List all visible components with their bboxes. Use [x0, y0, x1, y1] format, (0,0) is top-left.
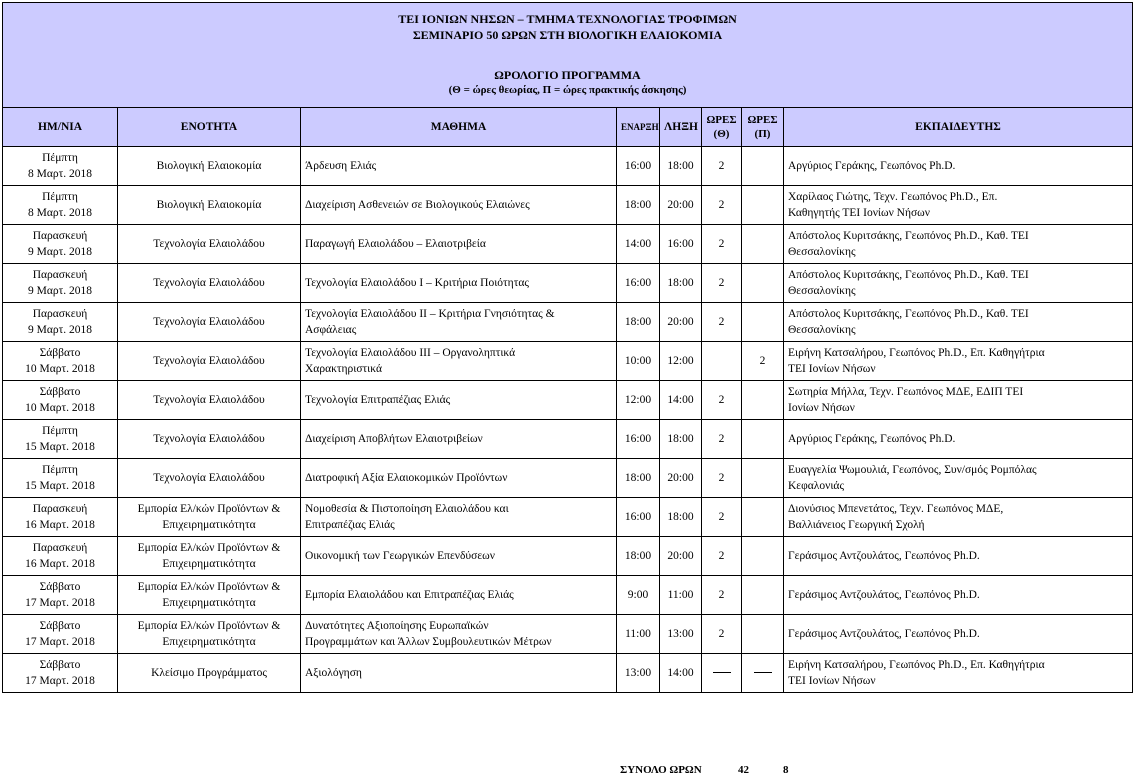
theory-hours-cell: 2 — [702, 459, 742, 498]
weekday: Πέμπτη — [42, 152, 78, 164]
unit-cell — [118, 498, 301, 537]
weekday: Σάββατο — [39, 581, 81, 593]
theory-hours-cell: 2 — [702, 147, 742, 186]
unit-line-2: Επιχειρηματικότητα — [162, 636, 256, 648]
unit-line-1: Τεχνολογία Ελαιολάδου — [153, 433, 265, 445]
weekday: Σάββατο — [39, 347, 81, 359]
date-cell — [3, 420, 118, 459]
end-time-cell: 20:00 — [660, 459, 702, 498]
end-time-cell: 20:00 — [660, 303, 702, 342]
course-line-2: Ασφάλειας — [305, 324, 357, 336]
table-row — [3, 537, 1133, 576]
col-end-header: ΛΗΞΗ — [660, 108, 702, 147]
unit-line-2: Επιχειρηματικότητα — [162, 597, 256, 609]
course-line-1: Εμπορία Ελαιολάδου και Επιτραπέζιας Ελιάς — [305, 589, 514, 601]
date-value: 8 Μαρτ. 2018 — [28, 207, 92, 219]
unit-line-1: Βιολογική Ελαιοκομία — [156, 160, 262, 172]
course-line-1: Αξιολόγηση — [305, 667, 362, 679]
unit-line-2: Επιχειρηματικότητα — [162, 519, 256, 531]
totals-practice: 8 — [783, 764, 789, 776]
course-cell — [301, 498, 617, 537]
instructor-cell — [784, 615, 1133, 654]
date-value: 17 Μαρτ. 2018 — [25, 675, 95, 687]
unit-cell — [118, 342, 301, 381]
empty-dash — [754, 672, 772, 673]
weekday: Πέμπτη — [42, 464, 78, 476]
end-time-cell: 14:00 — [660, 654, 702, 693]
course-cell — [301, 420, 617, 459]
theory-hours-cell — [702, 654, 742, 693]
weekday: Πέμπτη — [42, 191, 78, 203]
totals-theory: 42 — [738, 764, 749, 776]
unit-cell — [118, 420, 301, 459]
course-line-1: Δυνατότητες Αξιοποίησης Ευρωπαϊκών — [305, 620, 489, 632]
end-time-cell: 16:00 — [660, 225, 702, 264]
unit-line-1: Κλείσιμο Προγράμματος — [151, 667, 267, 679]
hours-legend: (Θ = ώρες θεωρίας, Π = ώρες πρακτικής άσκησης) — [448, 84, 687, 96]
instructor-line-2: ΤΕΙ Ιονίων Νήσων — [788, 675, 876, 687]
start-time-cell: 18:00 — [617, 303, 660, 342]
date-cell — [3, 264, 118, 303]
start-time-cell: 16:00 — [617, 264, 660, 303]
weekday: Πέμπτη — [42, 425, 78, 437]
theory-hours-cell: 2 — [702, 264, 742, 303]
instructor-line-1: Χαρίλαος Γιώτης, Τεχν. Γεωπόνος Ph.D., Επ. — [788, 191, 998, 203]
unit-cell — [118, 381, 301, 420]
instructor-line-2: Βαλλιάνειος Γεωργική Σχολή — [788, 519, 925, 531]
date-cell — [3, 186, 118, 225]
date-cell — [3, 615, 118, 654]
schedule-table — [2, 2, 1133, 693]
start-time-cell: 16:00 — [617, 147, 660, 186]
date-cell — [3, 498, 118, 537]
date-value: 15 Μαρτ. 2018 — [25, 480, 95, 492]
instructor-cell — [784, 381, 1133, 420]
course-cell — [301, 537, 617, 576]
date-value: 17 Μαρτ. 2018 — [25, 597, 95, 609]
course-cell — [301, 342, 617, 381]
unit-cell — [118, 186, 301, 225]
course-line-1: Τεχνολογία Ελαιολάδου ΙΙΙ – Οργανοληπτικά — [305, 347, 516, 359]
instructor-cell — [784, 225, 1133, 264]
unit-line-1: Τεχνολογία Ελαιολάδου — [153, 394, 265, 406]
practice-hours-cell — [742, 186, 784, 225]
table-row — [3, 654, 1133, 693]
theory-hours-cell: 2 — [702, 420, 742, 459]
start-time-cell: 11:00 — [617, 615, 660, 654]
instructor-cell — [784, 420, 1133, 459]
col-theory-header-line2: (Θ) — [713, 128, 730, 140]
date-cell — [3, 147, 118, 186]
theory-hours-cell: 2 — [702, 381, 742, 420]
table-row — [3, 498, 1133, 537]
instructor-line-1: Ειρήνη Κατσαλήρου, Γεωπόνος Ph.D., Επ. Καθηγήτρια — [788, 659, 1045, 671]
instructor-line-2: ΤΕΙ Ιονίων Νήσων — [788, 363, 876, 375]
end-time-cell: 20:00 — [660, 186, 702, 225]
course-line-2: Προγραμμάτων και Άλλων Συμβουλευτικών Μέτρων — [305, 636, 552, 648]
start-time-cell: 10:00 — [617, 342, 660, 381]
instructor-line-2: Ιονίων Νήσων — [788, 402, 855, 414]
practice-hours-cell — [742, 654, 784, 693]
unit-cell — [118, 264, 301, 303]
date-value: 9 Μαρτ. 2018 — [28, 246, 92, 258]
date-value: 8 Μαρτ. 2018 — [28, 168, 92, 180]
instructor-cell — [784, 342, 1133, 381]
date-cell — [3, 225, 118, 264]
col-instructor-header: ΕΚΠΑΙΔΕΥΤΗΣ — [784, 108, 1133, 147]
col-theory-header — [702, 108, 742, 147]
date-value: 10 Μαρτ. 2018 — [25, 402, 95, 414]
weekday: Παρασκευή — [32, 269, 88, 281]
unit-cell — [118, 537, 301, 576]
end-time-cell: 18:00 — [660, 498, 702, 537]
weekday: Σάββατο — [39, 386, 81, 398]
unit-line-1: Εμπορία Ελ/κών Προϊόντων & — [137, 542, 281, 554]
empty-dash — [713, 672, 731, 673]
unit-line-1: Εμπορία Ελ/κών Προϊόντων & — [137, 620, 281, 632]
table-row — [3, 264, 1133, 303]
start-time-cell: 18:00 — [617, 459, 660, 498]
unit-line-2: Επιχειρηματικότητα — [162, 558, 256, 570]
unit-line-1: Τεχνολογία Ελαιολάδου — [153, 277, 265, 289]
date-value: 9 Μαρτ. 2018 — [28, 324, 92, 336]
start-time-cell: 16:00 — [617, 498, 660, 537]
table-row — [3, 381, 1133, 420]
course-line-1: Παραγωγή Ελαιολάδου – Ελαιοτριβεία — [305, 238, 486, 250]
instructor-line-2: Θεσσαλονίκης — [788, 246, 856, 258]
instructor-line-1: Ευαγγελία Ψωμουλιά, Γεωπόνος, Συν/σμός Ρομπόλας — [788, 464, 1037, 476]
unit-line-1: Εμπορία Ελ/κών Προϊόντων & — [137, 503, 281, 515]
col-theory-header-line1: ΩΡΕΣ — [706, 114, 737, 126]
table-row — [3, 576, 1133, 615]
col-course-header: ΜΑΘΗΜΑ — [301, 108, 617, 147]
schedule-title: ΩΡΟΛΟΓΙΟ ΠΡΟΓΡΑΜΜΑ — [494, 68, 641, 82]
start-time-cell: 9:00 — [617, 576, 660, 615]
course-cell — [301, 576, 617, 615]
course-cell — [301, 615, 617, 654]
table-row — [3, 303, 1133, 342]
unit-line-1: Εμπορία Ελ/κών Προϊόντων & — [137, 581, 281, 593]
col-practice-header — [742, 108, 784, 147]
col-unit-header: ΕΝΟΤΗΤΑ — [118, 108, 301, 147]
instructor-line-2: Θεσσαλονίκης — [788, 324, 856, 336]
instructor-cell — [784, 498, 1133, 537]
unit-line-1: Τεχνολογία Ελαιολάδου — [153, 238, 265, 250]
instructor-cell — [784, 459, 1133, 498]
col-practice-header-line1: ΩΡΕΣ — [747, 114, 778, 126]
instructor-cell — [784, 264, 1133, 303]
instructor-cell — [784, 537, 1133, 576]
schedule-sheet — [2, 2, 1132, 776]
unit-line-1: Τεχνολογία Ελαιολάδου — [153, 355, 265, 367]
start-time-cell: 13:00 — [617, 654, 660, 693]
theory-hours-cell: 2 — [702, 576, 742, 615]
theory-hours-cell — [702, 342, 742, 381]
col-start-header: ΕΝΑΡΞΗ — [617, 108, 660, 147]
end-time-cell: 11:00 — [660, 576, 702, 615]
instructor-line-1: Σωτηρία Μήλλα, Τεχν. Γεωπόνος ΜΔΕ, ΕΔΙΠ ΤΕΙ — [788, 386, 1024, 398]
theory-hours-cell: 2 — [702, 537, 742, 576]
instructor-line-1: Γεράσιμος Αντζουλάτος, Γεωπόνος Ph.D. — [788, 628, 980, 640]
end-time-cell: 18:00 — [660, 147, 702, 186]
date-value: 10 Μαρτ. 2018 — [25, 363, 95, 375]
end-time-cell: 18:00 — [660, 420, 702, 459]
title-block — [3, 3, 1133, 108]
seminar-title: ΣΕΜΙΝΑΡΙΟ 50 ΩΡΩΝ ΣΤΗ ΒΙΟΛΟΓΙΚΗ ΕΛΑΙΟΚΟΜΙΑ — [412, 28, 723, 42]
practice-hours-cell — [742, 420, 784, 459]
table-row — [3, 615, 1133, 654]
institution-title: ΤΕΙ ΙΟΝΙΩΝ ΝΗΣΩΝ – ΤΜΗΜΑ ΤΕΧΝΟΛΟΓΙΑΣ ΤΡΟΦΙΜΩΝ — [398, 12, 737, 26]
theory-hours-cell: 2 — [702, 225, 742, 264]
practice-hours-cell — [742, 615, 784, 654]
practice-hours-cell: 2 — [742, 342, 784, 381]
date-value: 16 Μαρτ. 2018 — [25, 519, 95, 531]
date-value: 15 Μαρτ. 2018 — [25, 441, 95, 453]
date-value: 16 Μαρτ. 2018 — [25, 558, 95, 570]
unit-line-1: Τεχνολογία Ελαιολάδου — [153, 472, 265, 484]
course-cell — [301, 147, 617, 186]
practice-hours-cell — [742, 303, 784, 342]
course-line-1: Άρδευση Ελιάς — [305, 160, 377, 172]
date-cell — [3, 303, 118, 342]
course-line-1: Διαχείριση Ασθενειών σε Βιολογικούς Ελαιώνες — [305, 199, 530, 211]
course-cell — [301, 303, 617, 342]
instructor-cell — [784, 576, 1133, 615]
weekday: Παρασκευή — [32, 503, 88, 515]
course-line-2: Επιτραπέζιας Ελιάς — [305, 519, 395, 531]
course-cell — [301, 654, 617, 693]
unit-cell — [118, 225, 301, 264]
end-time-cell: 12:00 — [660, 342, 702, 381]
unit-cell — [118, 576, 301, 615]
col-practice-header-line2: (Π) — [754, 128, 771, 140]
weekday: Παρασκευή — [32, 542, 88, 554]
practice-hours-cell — [742, 537, 784, 576]
date-cell — [3, 576, 118, 615]
practice-hours-cell — [742, 225, 784, 264]
unit-cell — [118, 147, 301, 186]
course-line-1: Τεχνολογία Επιτραπέζιας Ελιάς — [305, 394, 451, 406]
weekday: Σάββατο — [39, 620, 81, 632]
col-date-header: ΗΜ/ΝΙΑ — [3, 108, 118, 147]
instructor-cell — [784, 303, 1133, 342]
course-line-1: Νομοθεσία & Πιστοποίηση Ελαιολάδου και — [305, 503, 509, 515]
unit-line-1: Βιολογική Ελαιοκομία — [156, 199, 262, 211]
date-cell — [3, 537, 118, 576]
weekday: Παρασκευή — [32, 230, 88, 242]
end-time-cell: 14:00 — [660, 381, 702, 420]
course-line-1: Οικονομική των Γεωργικών Επενδύσεων — [305, 550, 495, 562]
theory-hours-cell: 2 — [702, 615, 742, 654]
instructor-line-1: Διονύσιος Μπενετάτος, Τεχν. Γεωπόνος ΜΔΕ, — [788, 503, 1004, 515]
course-cell — [301, 225, 617, 264]
end-time-cell: 18:00 — [660, 264, 702, 303]
practice-hours-cell — [742, 264, 784, 303]
unit-cell — [118, 615, 301, 654]
table-row — [3, 459, 1133, 498]
practice-hours-cell — [742, 381, 784, 420]
date-value: 17 Μαρτ. 2018 — [25, 636, 95, 648]
course-line-2: Χαρακτηριστικά — [305, 363, 382, 375]
date-cell — [3, 381, 118, 420]
start-time-cell: 12:00 — [617, 381, 660, 420]
end-time-cell: 13:00 — [660, 615, 702, 654]
instructor-line-1: Αργύριος Γεράκης, Γεωπόνος Ph.D. — [788, 160, 956, 172]
start-time-cell: 14:00 — [617, 225, 660, 264]
practice-hours-cell — [742, 459, 784, 498]
start-time-cell: 18:00 — [617, 537, 660, 576]
theory-hours-cell: 2 — [702, 303, 742, 342]
unit-cell — [118, 459, 301, 498]
instructor-line-2: Θεσσαλονίκης — [788, 285, 856, 297]
date-cell — [3, 654, 118, 693]
course-cell — [301, 459, 617, 498]
table-row — [3, 186, 1133, 225]
course-line-1: Τεχνολογία Ελαιολάδου ΙΙ – Κριτήρια Γνησιότητας & — [305, 308, 555, 320]
course-line-1: Τεχνολογία Ελαιολάδου Ι – Κριτήρια Ποιότητας — [305, 277, 529, 289]
unit-cell — [118, 654, 301, 693]
theory-hours-cell: 2 — [702, 498, 742, 537]
end-time-cell: 20:00 — [660, 537, 702, 576]
table-row — [3, 420, 1133, 459]
instructor-line-2: Καθηγητής ΤΕΙ Ιονίων Νήσων — [788, 207, 930, 219]
totals-label: ΣΥΝΟΛΟ ΩΡΩΝ — [620, 764, 702, 776]
unit-cell — [118, 303, 301, 342]
course-line-1: Διατροφική Αξία Ελαιοκομικών Προϊόντων — [305, 472, 508, 484]
instructor-line-2: Κεφαλονιάς — [788, 480, 844, 492]
table-row — [3, 147, 1133, 186]
theory-hours-cell: 2 — [702, 186, 742, 225]
instructor-cell — [784, 654, 1133, 693]
weekday: Σάββατο — [39, 659, 81, 671]
table-row — [3, 225, 1133, 264]
instructor-cell — [784, 147, 1133, 186]
date-cell — [3, 342, 118, 381]
instructor-line-1: Γεράσιμος Αντζουλάτος, Γεωπόνος Ph.D. — [788, 550, 980, 562]
instructor-line-1: Γεράσιμος Αντζουλάτος, Γεωπόνος Ph.D. — [788, 589, 980, 601]
table-row — [3, 342, 1133, 381]
instructor-cell — [784, 186, 1133, 225]
weekday: Παρασκευή — [32, 308, 88, 320]
practice-hours-cell — [742, 576, 784, 615]
instructor-line-1: Απόστολος Κυριτσάκης, Γεωπόνος Ph.D., Καθ. ΤΕΙ — [788, 269, 1029, 281]
practice-hours-cell — [742, 498, 784, 537]
start-time-cell: 16:00 — [617, 420, 660, 459]
unit-line-1: Τεχνολογία Ελαιολάδου — [153, 316, 265, 328]
schedule-rows — [3, 147, 1133, 693]
date-cell — [3, 459, 118, 498]
start-time-cell: 18:00 — [617, 186, 660, 225]
instructor-line-1: Ειρήνη Κατσαλήρου, Γεωπόνος Ph.D., Επ. Καθηγήτρια — [788, 347, 1045, 359]
course-cell — [301, 381, 617, 420]
column-header-row — [3, 108, 1133, 147]
course-cell — [301, 186, 617, 225]
instructor-line-1: Απόστολος Κυριτσάκης, Γεωπόνος Ph.D., Καθ. ΤΕΙ — [788, 230, 1029, 242]
practice-hours-cell — [742, 147, 784, 186]
instructor-line-1: Απόστολος Κυριτσάκης, Γεωπόνος Ph.D., Καθ. ΤΕΙ — [788, 308, 1029, 320]
course-cell — [301, 264, 617, 303]
date-value: 9 Μαρτ. 2018 — [28, 285, 92, 297]
course-line-1: Διαχείριση Αποβλήτων Ελαιοτριβείων — [305, 433, 483, 445]
instructor-line-1: Αργύριος Γεράκης, Γεωπόνος Ph.D. — [788, 433, 956, 445]
